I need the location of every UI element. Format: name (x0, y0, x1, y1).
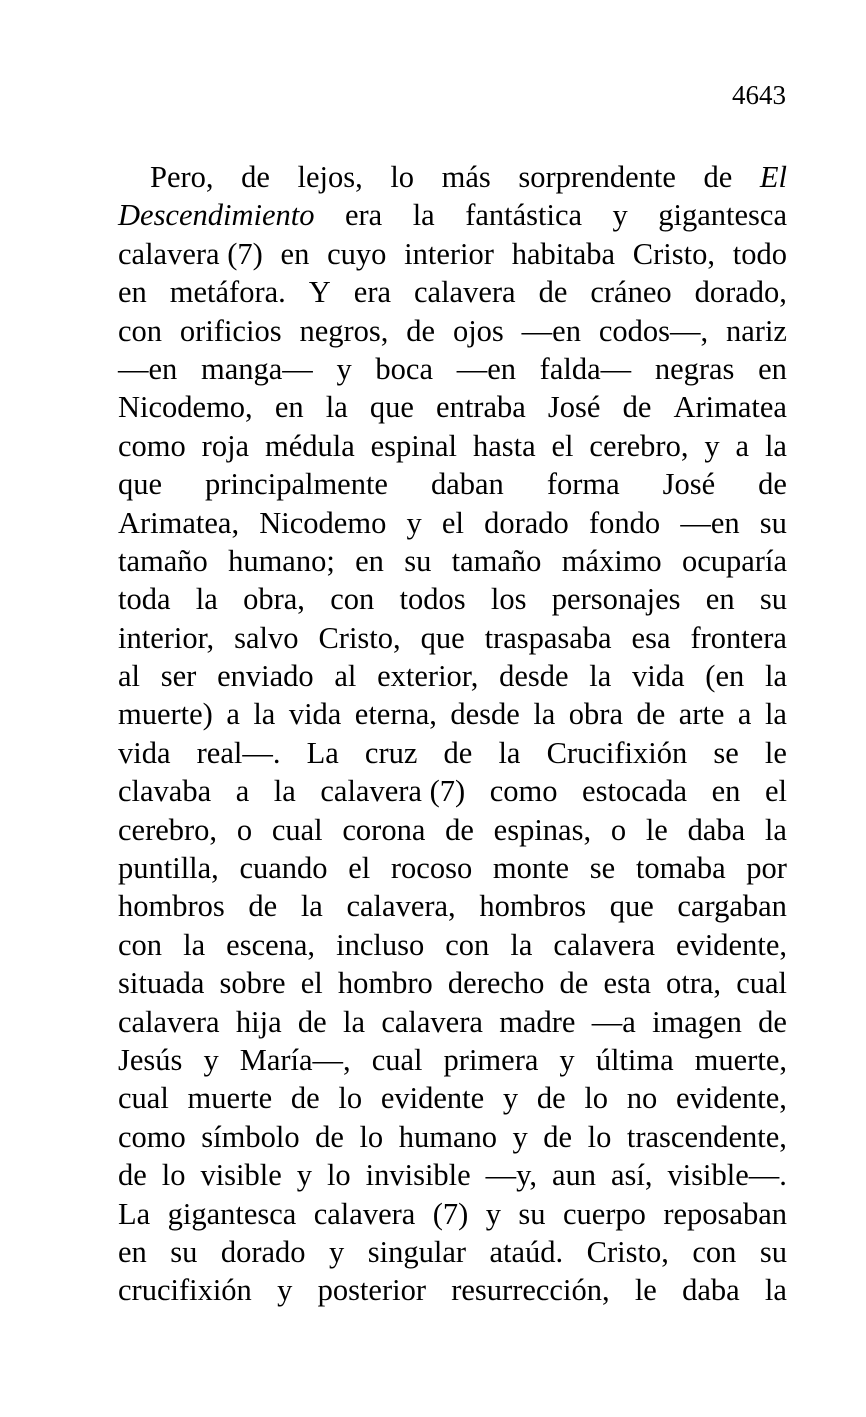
word: y (203, 1042, 219, 1077)
word: daban (430, 467, 504, 502)
word: derecho (447, 966, 545, 1001)
word: lo (161, 1158, 186, 1193)
word: metáfora. (169, 275, 286, 310)
word: —en (680, 505, 740, 540)
word: como (118, 428, 186, 463)
word: y (485, 1196, 501, 1231)
word: con (118, 313, 163, 348)
word: ocuparía (681, 543, 787, 578)
word: de (297, 1004, 327, 1039)
text-line (118, 849, 787, 887)
word: y (296, 1158, 312, 1193)
text-line (118, 1195, 787, 1233)
word: a (737, 697, 752, 732)
text-line (118, 1041, 787, 1079)
word: y (406, 505, 422, 540)
word: de (703, 160, 733, 194)
word: a (226, 697, 240, 732)
word: fondo (588, 505, 661, 540)
text-line (118, 504, 787, 542)
word: dorado (220, 1234, 306, 1269)
word: lo (390, 160, 415, 194)
word: cerebro, (118, 812, 218, 847)
text-line (118, 1118, 787, 1156)
word: calavera (414, 275, 516, 310)
word: vida (288, 697, 342, 732)
word: tomaba (635, 851, 726, 886)
word: en (280, 236, 310, 271)
word: hombro (337, 966, 433, 1001)
word: en (758, 351, 787, 386)
word: cual (271, 812, 323, 847)
word: la (764, 697, 787, 732)
word: Nicodemo (259, 505, 387, 540)
word: visible (200, 1158, 282, 1193)
word: evidente (380, 1081, 485, 1116)
word: (en (705, 659, 745, 694)
word: o (236, 812, 253, 847)
word: y (336, 351, 352, 386)
word: Arimatea (673, 390, 787, 425)
word: era (344, 198, 383, 233)
word: era (353, 275, 392, 310)
word: en (118, 275, 147, 310)
text-line (118, 734, 787, 772)
word: Descendimiento (118, 198, 315, 233)
word: orificios (179, 313, 282, 348)
word: con (692, 1234, 737, 1269)
word: estocada (582, 774, 688, 809)
word: desde (450, 697, 520, 732)
word: habitaba (511, 236, 616, 271)
word: cuyo (327, 236, 387, 271)
word: la (343, 1004, 366, 1039)
text-line (118, 619, 787, 657)
word: dorado, (694, 275, 787, 310)
word: ser (160, 659, 197, 694)
word: calavera (313, 1196, 416, 1231)
word: negras (654, 351, 735, 386)
word: se (713, 735, 739, 770)
word: con (330, 582, 375, 617)
word: negros, (299, 313, 389, 348)
word: la (498, 735, 521, 770)
word: la (300, 889, 323, 924)
word: José (662, 467, 716, 502)
text-line (118, 1079, 787, 1117)
word: exterior, (377, 659, 479, 694)
text-line (118, 964, 787, 1002)
word: de (315, 1119, 344, 1154)
word: trascendente, (626, 1119, 787, 1154)
word: María—, (239, 1042, 351, 1077)
word: calavera (381, 1004, 483, 1039)
word: y (704, 428, 720, 463)
word: principalmente (205, 467, 388, 502)
word: —en (118, 351, 178, 386)
word: que (420, 620, 465, 655)
word: crucifixión (118, 1273, 252, 1308)
word: Y (308, 275, 331, 310)
word: que (369, 390, 414, 425)
word: escena, (226, 927, 316, 962)
word: lejos, (297, 160, 363, 194)
word: cargaban (677, 889, 787, 924)
word: toda (118, 582, 171, 617)
word: la (325, 390, 348, 425)
word: Jesús (118, 1042, 183, 1077)
word: como (489, 774, 558, 809)
word: cruz (364, 735, 418, 770)
word: de (406, 313, 436, 348)
word: de (241, 160, 270, 194)
word: obra, (243, 582, 305, 617)
word: Cristo, (632, 236, 715, 271)
word: sorprendente (518, 160, 676, 194)
word: le (645, 812, 668, 847)
word: y (329, 1234, 345, 1269)
word: interior (404, 236, 494, 271)
word: la (533, 697, 556, 732)
word: (7) (432, 1196, 469, 1231)
word: rocoso (390, 851, 473, 886)
word: visible—. (667, 1158, 787, 1193)
word: de (443, 735, 473, 770)
word: hombros (479, 889, 587, 924)
word: puntilla, (118, 851, 219, 886)
text-line (118, 542, 787, 580)
word: al (118, 659, 141, 694)
word: humano; (228, 543, 335, 578)
word: de (538, 275, 568, 310)
word: al (334, 659, 357, 694)
word: hombros (118, 889, 225, 924)
word: interior, (118, 620, 215, 655)
text-line (118, 1233, 787, 1271)
word: forma (546, 467, 620, 502)
word: monte (492, 851, 570, 886)
word: de (118, 1158, 147, 1193)
word: lo (338, 1081, 363, 1116)
word: de (536, 1081, 566, 1116)
word: cuerpo (562, 1196, 646, 1231)
word: falda— (539, 351, 632, 386)
text-line (118, 273, 787, 311)
word: muerte, (694, 1042, 787, 1077)
word: su (759, 505, 787, 540)
word: la (510, 927, 533, 962)
word: sobre (219, 966, 286, 1001)
word: boca (375, 351, 433, 386)
word: la (764, 428, 787, 463)
word: salvo (234, 620, 299, 655)
word: daba (687, 812, 746, 847)
word: tamaño (451, 543, 542, 578)
word: arte (678, 697, 725, 732)
word: la (412, 198, 435, 233)
word: y (502, 1081, 519, 1116)
word: gigantesca (167, 1196, 297, 1231)
word: en (711, 774, 741, 809)
word: con (118, 927, 163, 962)
word: Cristo, (586, 1234, 669, 1269)
word: Cristo, (318, 620, 401, 655)
word: cual (118, 1081, 169, 1116)
word: muerte) (118, 697, 213, 732)
word: vida (118, 735, 171, 770)
word: cual (736, 966, 787, 1001)
word: humano (398, 1119, 497, 1154)
text-line (118, 1271, 787, 1309)
word: fantástica (465, 198, 583, 233)
word: posterior (317, 1273, 426, 1308)
word: su (404, 543, 432, 578)
word: desde (499, 659, 569, 694)
word: El (759, 160, 787, 194)
word: corona (342, 812, 426, 847)
word: entraba (436, 390, 526, 425)
word: codos—, (598, 313, 709, 348)
word: la (273, 774, 296, 809)
word: lo (359, 1119, 384, 1154)
word: de (559, 966, 589, 1001)
word: eterna, (354, 697, 437, 732)
word: hija (235, 1004, 282, 1039)
word: Crucifixión (546, 735, 688, 770)
word: máximo (561, 543, 662, 578)
word: en (705, 582, 735, 617)
word: en (274, 390, 304, 425)
word: la (183, 927, 206, 962)
text-line (118, 427, 787, 465)
word: de (622, 390, 652, 425)
word: aun (552, 1158, 597, 1193)
word: vida (632, 659, 685, 694)
word: y (612, 198, 628, 233)
word: La (306, 735, 339, 770)
text-line (118, 1156, 787, 1194)
word: y (559, 1042, 575, 1077)
word: símbolo (201, 1119, 300, 1154)
word: resurrección, (451, 1273, 610, 1308)
word: esta (603, 966, 651, 1001)
word: imagen (652, 1004, 742, 1039)
word: a (235, 774, 250, 809)
word: dorado (484, 505, 569, 540)
text-line (118, 312, 787, 350)
text-line (118, 465, 787, 503)
word: gigantesca (658, 198, 787, 233)
word: Pero, (150, 160, 214, 194)
word: hasta (472, 428, 536, 463)
word: de (445, 812, 474, 847)
word: evidente, (675, 1081, 787, 1116)
word: lo (326, 1158, 351, 1193)
word: —en (456, 351, 516, 386)
word: su (759, 582, 787, 617)
word: y (512, 1119, 528, 1154)
word: la (764, 812, 787, 847)
word: de (290, 1081, 320, 1116)
word: cuando (239, 851, 328, 886)
word: singular (367, 1234, 467, 1269)
text-line (118, 580, 787, 618)
word: cual (371, 1042, 423, 1077)
text-line (118, 811, 787, 849)
word: el (348, 851, 371, 886)
text-line (118, 158, 787, 196)
word: su (759, 1234, 787, 1269)
page-number: 4643 (732, 80, 786, 110)
word: muerte (187, 1081, 273, 1116)
word: en (355, 543, 384, 578)
word: la (764, 1273, 787, 1308)
word: le (764, 735, 787, 770)
word: daba (682, 1273, 740, 1308)
word: lo (584, 1081, 609, 1116)
word: todos (399, 582, 466, 617)
word: médula (264, 428, 355, 463)
text-line (118, 657, 787, 695)
word: calavera, (346, 889, 456, 924)
word: invisible (365, 1158, 471, 1193)
word: manga— (200, 351, 313, 386)
text-line (118, 926, 787, 964)
word: frontera (690, 620, 787, 655)
word: ataúd. (489, 1234, 564, 1269)
word: el (551, 428, 574, 463)
word: reposaban (663, 1196, 787, 1231)
word: espinas, (493, 812, 592, 847)
word: La (118, 1196, 151, 1231)
word: calavera (7) (320, 774, 466, 809)
word: no (626, 1081, 658, 1116)
word: el (441, 505, 464, 540)
word: de (758, 1004, 787, 1039)
text-line (118, 235, 787, 273)
text-line (118, 695, 787, 733)
word: calavera (553, 927, 655, 962)
word: evidente, (676, 927, 787, 962)
word: de (248, 889, 278, 924)
word: la (589, 659, 612, 694)
word: personajes (551, 582, 681, 617)
word: esa (631, 620, 671, 655)
word: o (610, 812, 627, 847)
word: más (441, 160, 491, 194)
word: espinal (370, 428, 458, 463)
word: el (300, 966, 323, 1001)
word: —a (591, 1004, 636, 1039)
word: le (634, 1273, 657, 1308)
text-line (118, 887, 787, 925)
word: última (595, 1042, 674, 1077)
word: todo (732, 236, 787, 271)
text-line (118, 196, 787, 234)
word: José (547, 390, 601, 425)
word: calavera (118, 1004, 220, 1039)
text-line (118, 350, 787, 388)
word: a (735, 428, 750, 463)
word: primera (443, 1042, 539, 1077)
word: otra, (666, 966, 722, 1001)
word: así, (611, 1158, 653, 1193)
word: la (195, 582, 218, 617)
word: la (253, 697, 276, 732)
word: lo (587, 1119, 612, 1154)
word: clavaba (118, 774, 212, 809)
word: ojos (452, 313, 504, 348)
word: nariz (726, 313, 787, 348)
word: de (758, 467, 787, 502)
body-paragraph (118, 158, 787, 1310)
word: cerebro, (589, 428, 689, 463)
word: Arimatea, (118, 505, 240, 540)
word: calavera (7) (118, 236, 263, 271)
word: enviado (217, 659, 314, 694)
word: que (609, 889, 654, 924)
word: incluso (336, 927, 425, 962)
word: con (445, 927, 490, 962)
word: por (746, 851, 787, 886)
word: la (764, 659, 787, 694)
word: que (118, 467, 163, 502)
word: obra (568, 697, 623, 732)
word: —y, (485, 1158, 538, 1193)
word: el (764, 774, 787, 809)
word: real—. (196, 735, 281, 770)
text-line (118, 388, 787, 426)
word: roja (201, 428, 250, 463)
word: madre (499, 1004, 576, 1039)
word: tamaño (118, 543, 208, 578)
word: Nicodemo, (118, 390, 253, 425)
word: traspasaba (484, 620, 612, 655)
word: situada (118, 966, 205, 1001)
text-line (118, 772, 787, 810)
text-line (118, 1003, 787, 1041)
word: de (543, 1119, 573, 1154)
word: como (118, 1119, 186, 1154)
word: se (589, 851, 616, 886)
word: su (170, 1234, 198, 1269)
word: cráneo (590, 275, 672, 310)
word: —en (521, 313, 581, 348)
word: su (518, 1196, 546, 1231)
word: en (118, 1234, 147, 1269)
word: de (636, 697, 666, 732)
word: y (277, 1273, 293, 1308)
word: los (490, 582, 527, 617)
